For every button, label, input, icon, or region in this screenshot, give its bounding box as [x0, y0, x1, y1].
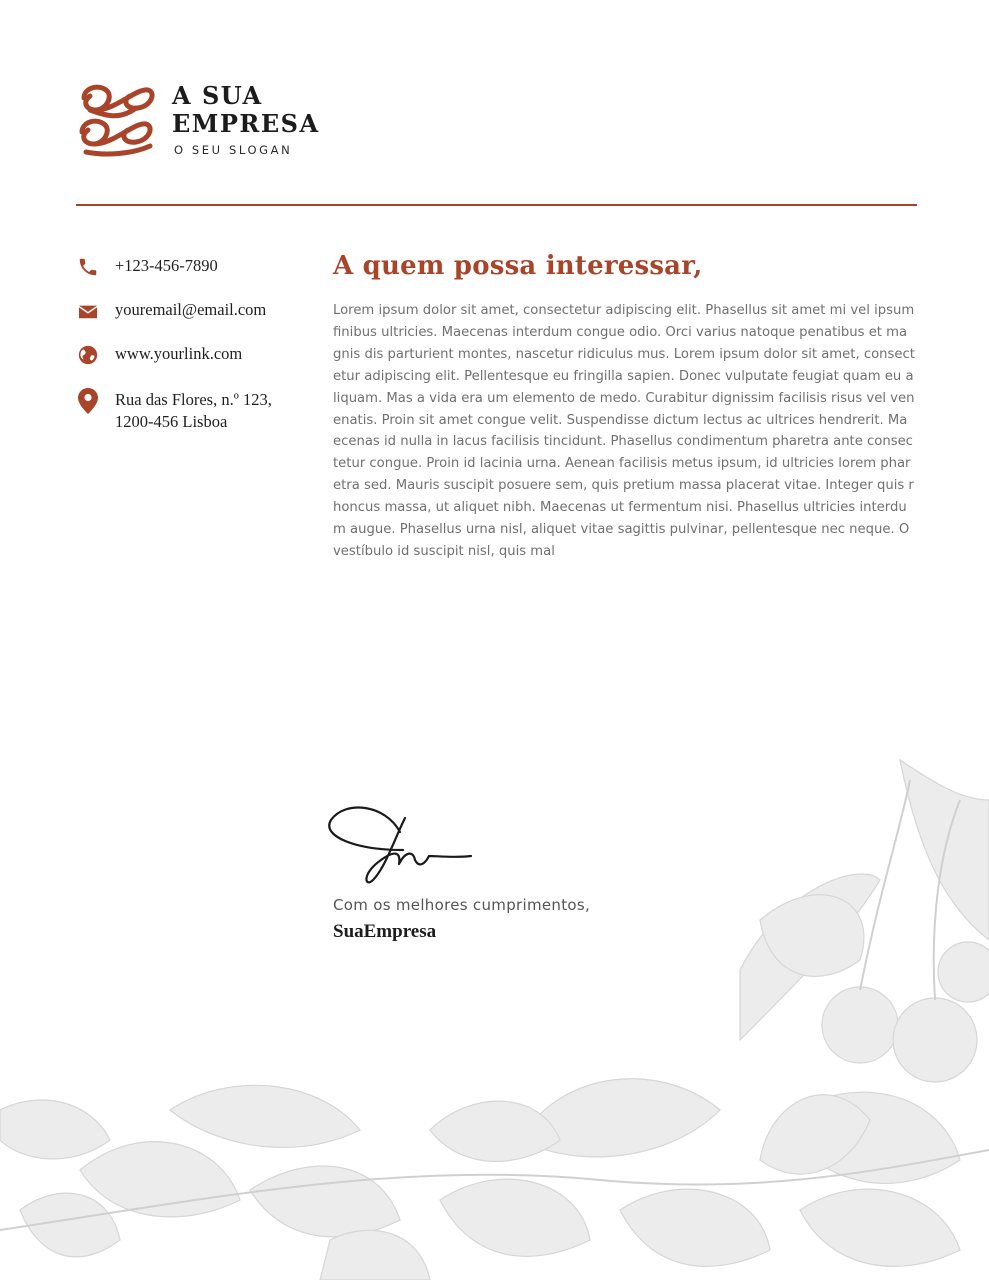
- contact-address: [76, 389, 272, 433]
- envelope-icon: [76, 299, 100, 323]
- map-pin-icon: [76, 389, 100, 413]
- company-name-line2: EMPRESA: [172, 109, 320, 138]
- globe-icon: [76, 343, 100, 367]
- phone-number[interactable]: +123-456-7890: [115, 256, 218, 275]
- contact-web: [76, 343, 242, 367]
- closing-remark: Com os melhores cumprimentos,: [333, 896, 591, 914]
- header-divider: [76, 204, 917, 206]
- foliage-illustration: [0, 740, 989, 1280]
- company-logo: [76, 80, 156, 158]
- email-address[interactable]: youremail@email.com: [115, 300, 267, 319]
- contact-email: [76, 299, 266, 323]
- letter-body: Lorem ipsum dolor sit amet, consectetur adipiscing elit. Phasellus sit amet mi vel ipsum finibus ultricies. Maecenas interdum congue odio. Orci varius natoque penatibus et magnis dis parturient montes, nascetur ridiculus mus. Lorem ipsum dolor sit amet, consectetur adipiscing elit. Pellentesque eu fringilla sapien. Donec vulputate feugiat quam eu aliquam. Mas a vida era um elemento de medo. Curabitur dignissim facilisis risus vel venenatis. Proin sit amet congue velit. Suspendisse dictum lectus ac ultrices hendrerit. Maecenas id nulla in lacus facilisis tincidunt. Phasellus condimentum pharetra ante consectetur congue. Proin id lacinia urna. Aenean facilisis metus ipsum, id ultricies lorem pharetra sed. Mauris suscipit posuere sem, quis pretium massa placerat vitae. Integer quis rhoncus massa, ut aliquet nibh. Maecenas ut fermentum nisi. Phasellus ultricies interdum augue. Phasellus urna nisl, aliquet vitae sagittis pulvinar, pellentesque nec neque. O vestíbulo id suscipit nisl, quis mal: [333, 303, 915, 559]
- contact-phone: [76, 255, 218, 279]
- signer-name: SuaEmpresa: [333, 921, 437, 942]
- company-name-line1: A SUA: [172, 81, 263, 110]
- postal-address: Rua das Flores, n.º 123, 1200-456 Lisboa: [115, 390, 272, 431]
- company-slogan: O SEU SLOGAN: [174, 143, 293, 157]
- website-link[interactable]: www.yourlink.com: [115, 344, 243, 363]
- handwritten-signature: [325, 798, 475, 888]
- company-name: [172, 82, 372, 138]
- phone-icon: [76, 255, 100, 279]
- letter-greeting: A quem possa interessar,: [333, 251, 703, 281]
